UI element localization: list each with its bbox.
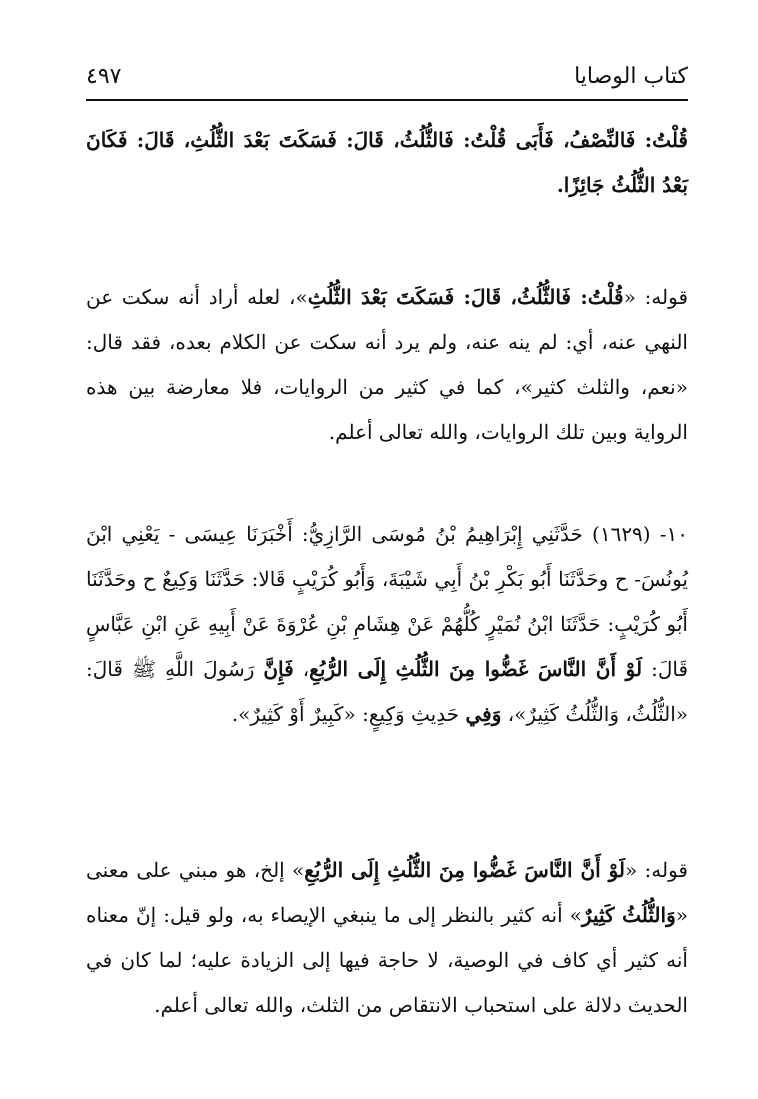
text-segment: لَوْ أَنَّ النَّاسَ غَضُّوا مِنَ الثُّلُثِ إِلَى الرُّبُعِ xyxy=(304,858,626,882)
text-segment: قُلْتُ: فَالنِّصْفُ، فَأَبَى قُلْتُ: فَالثُّلُثُ، قَالَ: فَسَكَتَ بَعْدَ الثُّلُثِ، قَالَ: فَكَانَ بَعْدُ الثُّلُثُ جَائِزًا. xyxy=(86,128,688,197)
text-segment: وَالثُّلُثُ كَثِيرٌ xyxy=(581,903,676,927)
paragraph xyxy=(86,512,688,737)
text-segment: ، xyxy=(293,657,310,681)
hadith-paragraph xyxy=(86,512,688,737)
text-segment: قوله: « xyxy=(625,858,688,882)
running-title: كتاب الوصايا xyxy=(574,64,688,89)
header-divider xyxy=(86,99,688,101)
page-number: ٤٩٧ xyxy=(86,64,122,89)
text-segment: فَإِنَّ xyxy=(263,657,294,681)
text-segment: »، لعله أراد أنه سكت عن النهي عنه، أي: لم ينه عنه، ولم يرد أنه سكت عن الكلام بعده، فقد قال: «نعم، والثلث كثير»، كما في كثير من الروايات، فلا معارضة بين هذه الرواية وبين تلك الروايات، والله تعالى أعلم. xyxy=(86,285,688,444)
text-segment: رَسُولَ اللَّهِ ﷺ قَالَ: «الثُّلُثُ، وَالثُّلُثُ كَثِيرٌ»، xyxy=(86,657,688,726)
text-segment: لَوْ أَنَّ النَّاسَ غَضُّوا مِنَ الثُّلُثِ إِلَى الرُّبُعِ xyxy=(309,657,643,681)
page-header xyxy=(86,52,688,96)
text-segment: ١٠- (١٦٢٩) حَدَّثَنِي إِبْرَاهِيمُ بْنُ مُوسَى الرَّازِيُّ: أَخْبَرَنَا عِيسَى - يَعْنِي ابْنَ يُونُسَ- ح وحَدَّثَنَا أَبُو بَكْرِ بْنُ أَبِي شَيْبَةَ، وَأَبُو كُرَيْبٍ قَالا: حَدَّثَنَا وَكِيعٌ ح وحَدَّثَنَا أَبُو كُرَيْبٍ: حَدَّثَنَا ابْنُ نُمَيْرٍ كُلُّهُمْ عَنْ هِشَامِ بْنِ عُرْوَةَ عَنْ أَبِيهِ عَنِ ابْنِ عَبَّاسٍ قَالَ: xyxy=(86,522,689,681)
paragraph xyxy=(86,275,688,455)
paragraph xyxy=(86,118,688,208)
text-segment: قوله: « xyxy=(623,285,689,309)
text-segment: » إلخ، هو مبني على معنى « xyxy=(86,858,688,927)
text-segment: » أنه كثير بالنظر إلى ما ينبغي الإيصاء به، ولو قيل: إنّ معناه أنه كثير أي كاف في الوصية، لا حاجة فيها إلى الزيادة عليه؛ لما كان في الحديث دلالة على استحباب الانتقاص من الثلث، والله تعالى أعلم. xyxy=(86,903,688,1017)
hadith-continuation xyxy=(86,118,688,208)
text-segment: وَفِي xyxy=(465,702,502,726)
text-segment: حَدِيثِ وَكِيعٍ: «كَبِيرٌ أَوْ كَثِيرٌ». xyxy=(231,702,466,726)
commentary-paragraph-2 xyxy=(86,848,688,1028)
commentary-paragraph-1 xyxy=(86,275,688,455)
paragraph xyxy=(86,848,688,1028)
text-segment: قُلْتُ: فَالثُّلُثُ، قَالَ: فَسَكَتَ بَعْدَ الثُّلُثِ xyxy=(307,285,624,309)
